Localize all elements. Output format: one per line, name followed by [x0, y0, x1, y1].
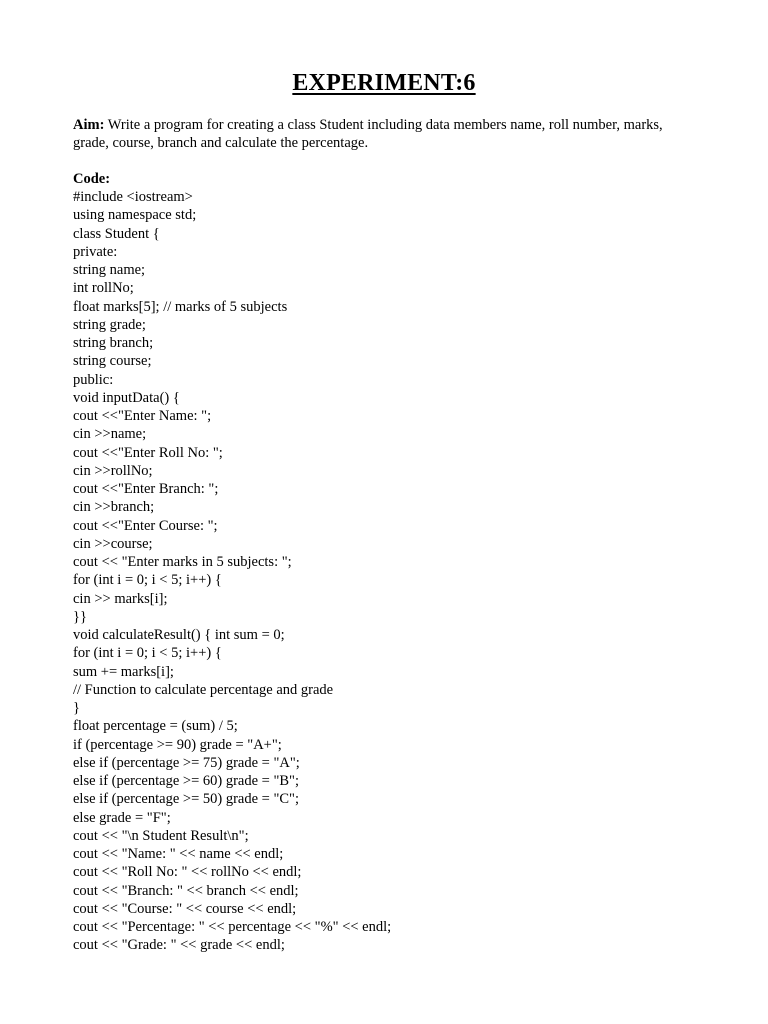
code-line: float percentage = (sum) / 5; — [73, 718, 238, 735]
code-line: string grade; — [73, 316, 146, 333]
code-line: cin >>name; — [73, 426, 147, 443]
code-line: cin >>branch; — [73, 499, 155, 516]
code-line: void inputData() { — [73, 389, 180, 406]
code-label: Code: — [73, 171, 111, 187]
code-line: cout << "Course: " << course << endl; — [73, 900, 297, 917]
code-line: cout << "Percentage: " << percentage << "%" << endl; — [73, 919, 392, 935]
code-line: cout << "Branch: " << branch << endl; — [73, 882, 299, 899]
code-line: else if (percentage >= 60) grade = "B"; — [73, 773, 299, 789]
page-title: EXPERIMENT:6 — [292, 70, 476, 96]
code-line: cout << "\n Student Result\n"; — [73, 827, 249, 844]
code-line: sum += marks[i]; — [73, 663, 174, 680]
aim-label: Aim: — [73, 117, 105, 133]
code-line: cout << "Enter marks in 5 subjects: "; — [73, 554, 292, 570]
code-line: cout << "Name: " << name << endl; — [73, 846, 284, 862]
code-line: else if (percentage >= 50) grade = "C"; — [73, 791, 299, 808]
code-line: string course; — [73, 353, 152, 370]
code-line: void calculateResult() { int sum = 0; — [73, 627, 285, 643]
code-line: cin >> marks[i]; — [73, 590, 168, 607]
code-line: string branch; — [73, 335, 154, 351]
code-line: if (percentage >= 90) grade = "A+"; — [73, 736, 282, 753]
code-block — [73, 188, 713, 955]
code-line: string name; — [73, 262, 146, 278]
code-line: cout << "Roll No: " << rollNo << endl; — [73, 864, 302, 881]
code-line: }} — [73, 608, 87, 625]
code-line: #include <iostream> — [73, 189, 193, 205]
code-line: class Student { — [73, 225, 160, 242]
aim-text: Write a program for creating a class Student including data members name, roll number, marks, grade, course, branch and calculate the percentage. — [73, 117, 663, 152]
code-line: } — [73, 700, 80, 716]
aim-paragraph — [73, 116, 693, 152]
code-line: float marks[5]; // marks of 5 subjects — [73, 298, 288, 315]
code-line: // Function to calculate percentage and grade — [73, 681, 334, 698]
code-line: int rollNo; — [73, 280, 134, 297]
code-line: for (int i = 0; i < 5; i++) { — [73, 645, 222, 662]
code-line: private: — [73, 243, 118, 260]
code-line: cout <<"Enter Name: "; — [73, 408, 212, 424]
code-line: cin >>rollNo; — [73, 462, 153, 479]
code-line: for (int i = 0; i < 5; i++) { — [73, 572, 222, 589]
code-line: cout <<"Enter Course: "; — [73, 517, 218, 534]
code-line: else if (percentage >= 75) grade = "A"; — [73, 754, 300, 771]
code-line: cin >>course; — [73, 535, 153, 552]
code-line: cout <<"Enter Roll No: "; — [73, 444, 223, 461]
code-line: cout <<"Enter Branch: "; — [73, 481, 219, 497]
code-line: public: — [73, 371, 114, 388]
code-line: cout << "Grade: " << grade << endl; — [73, 937, 285, 954]
code-line: else grade = "F"; — [73, 809, 171, 826]
code-line: using namespace std; — [73, 207, 197, 224]
